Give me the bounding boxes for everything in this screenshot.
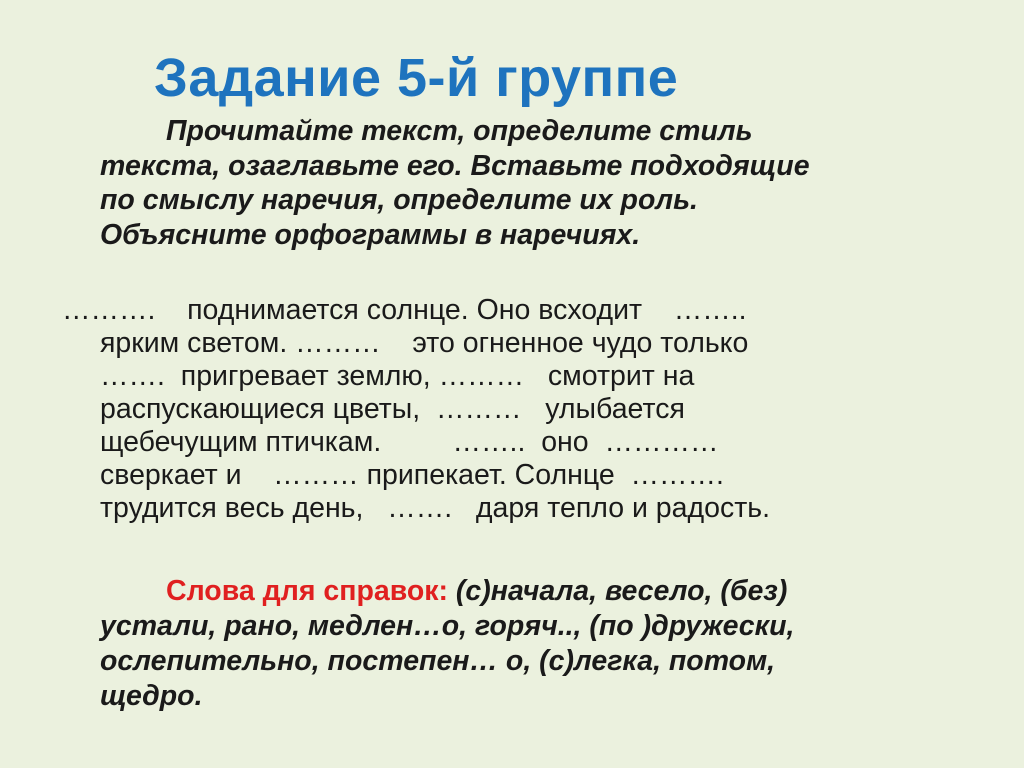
- reference-line: [100, 574, 1000, 609]
- reference-words-start: (с)начала, весело, (без): [448, 575, 788, 607]
- reference-label: Слова для справок:: [166, 575, 449, 607]
- task-instructions: [100, 114, 980, 252]
- exercise-text: [62, 294, 992, 525]
- exercise-line: сверкает и ……… припекает. Солнце ……….: [100, 459, 724, 491]
- reference-line: устали, рано, медлен…о, горяч.., (по )дружески,: [100, 610, 795, 642]
- exercise-line: трудится весь день, ……. даря тепло и радость.: [100, 492, 771, 524]
- reference-line: щедро.: [100, 680, 203, 712]
- task-line: Прочитайте текст, определите стиль: [166, 115, 753, 147]
- reference-line: ослепительно, постепен… о, (с)легка, потом,: [100, 645, 776, 677]
- exercise-line: ………. поднимается солнце. Оно всходит ……..: [62, 294, 747, 326]
- exercise-line: щебечущим птичкам. …….. оно …………: [100, 426, 719, 458]
- exercise-line: ярким светом. ……… это огненное чудо только: [100, 327, 749, 359]
- reference-words: [100, 574, 1000, 714]
- task-line: Объясните орфограммы в наречиях.: [100, 218, 641, 251]
- task-line: текста, озаглавьте его. Вставьте подходящие: [100, 149, 810, 182]
- exercise-line: ……. пригревает землю, ……… смотрит на: [100, 360, 695, 392]
- slide-title: Задание 5-й группе: [154, 48, 679, 108]
- exercise-line: распускающиеся цветы, ……… улыбается: [100, 393, 685, 425]
- task-line: по смыслу наречия, определите их роль.: [100, 184, 698, 216]
